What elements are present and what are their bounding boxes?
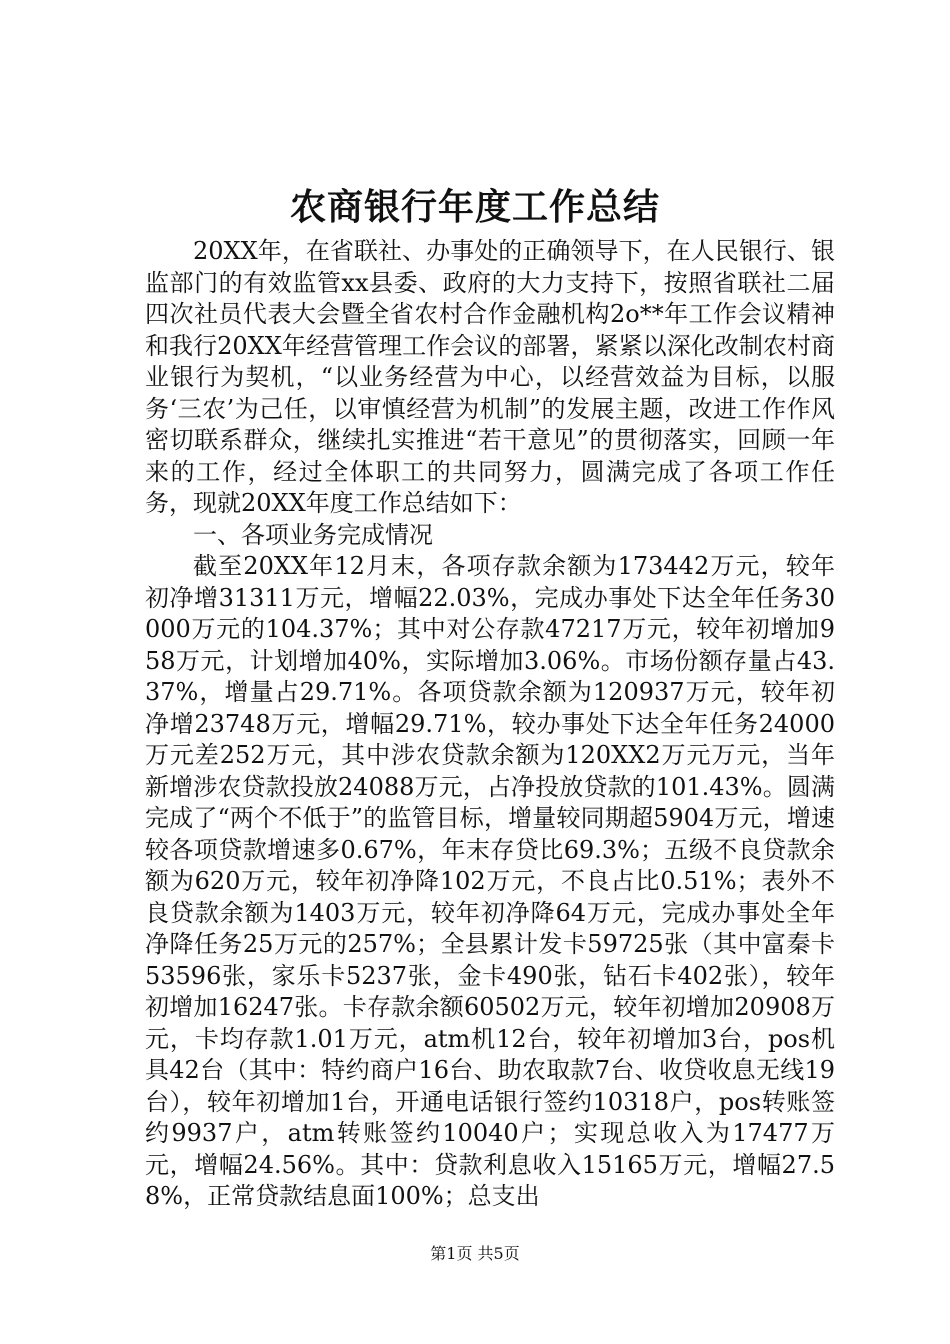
- page-number-footer: 第1页 共5页: [430, 1244, 520, 1263]
- document-title: 农商银行年度工作总结: [289, 187, 660, 228]
- intro-paragraph: 20XX年，在省联社、办事处的正确领导下，在人民银行、银监部门的有效监管xx县委、政府的大力支持下，按照省联社二届四次社员代表大会暨全省农村合作金融机构2o**年工作会议精神和我行20XX年经营管理工作会议的部署，紧紧以深化改制农村商业银行为契机，“以业务经营为中心，以经营效益为目标，以服务‘三农’为己任，以审慎经营为机制”的发展主题，改进工作作风密切联系群众，继续扎实推进“若干意见”的贯彻落实，回顾一年来的工作，经过全体职工的共同努力，圆满完成了各项工作任务，现就20XX年度工作总结如下：: [145, 237, 835, 517]
- document-body: [145, 236, 835, 1213]
- business-paragraph: 截至20XX年12月末，各项存款余额为173442万元，较年初净增31311万元，增幅22.03%，完成办事处下达全年任务30000万元的104.37%；其中对公存款47217万元，较年初增加958万元，计划增加40%，实际增加3.06%。市场份额存量占43.37%，增量占29.71%。各项贷款余额为120937万元，较年初净增23748万元，增幅29.71%，较办事处下达全年任务24000万元差252万元，其中涉农贷款余额为120XX2万元万元，当年新增涉农贷款投放24088万元，占净投放贷款的101.43%。圆满完成了“两个不低于”的监管目标，增量较同期超5904万元，增速较各项贷款增速多0.67%，年末存贷比69.3%；五级不良贷款余额为620万元，较年初净降102万元，不良占比0.51%；表外不良贷款余额为1403万元，较年初净降64万元，完成办事处全年净降任务25万元的257%；全县累计发卡59725张（其中富秦卡53596张，家乐卡5237张，金卡490张，钻石卡402张），较年初增加16247张。卡存款余额60502万元，较年初增加20908万元，卡均存款1.01万元，atm机12台，较年初增加3台，pos机具42台（其中：特约商户16台、助农取款7台、收贷收息无线19台），较年初增加1台，开通电话银行签约10318户，pos转账签约9937户，atm转账签约10040户；实现总收入为17477万元，增幅24.56%。其中：贷款利息收入15165万元，增幅27.58%，正常贷款结息面100%；总支出: [145, 552, 835, 1210]
- section-heading: 一、各项业务完成情况: [193, 520, 433, 549]
